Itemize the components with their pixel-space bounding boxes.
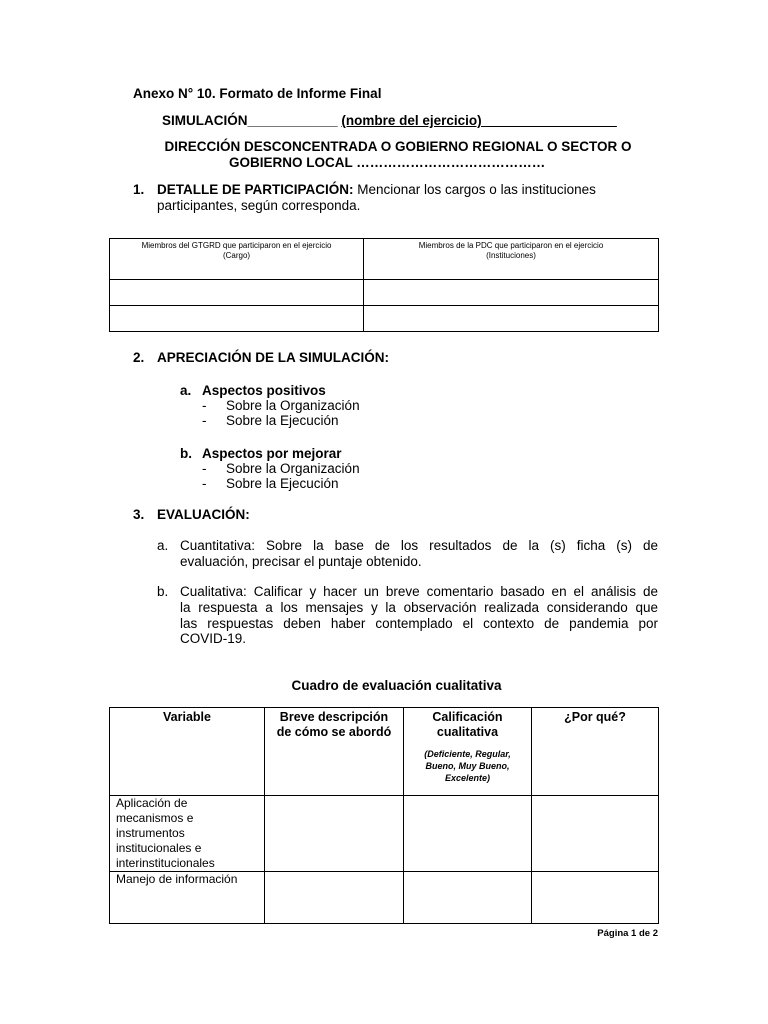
- participants-cell[interactable]: [110, 280, 364, 306]
- qual-cell[interactable]: [404, 872, 532, 924]
- participants-header-cargo: Miembros del GTGRD que participaron en el ejercicio (Cargo): [110, 239, 364, 280]
- page-number: Página 1 de 2: [597, 928, 658, 939]
- section1-number: 1.: [133, 182, 145, 197]
- section3-title: EVALUACIÓN:: [157, 507, 250, 522]
- qual-header-calificacion-options: (Deficiente, Regular, Bueno, Muy Bueno, Excelente): [424, 749, 511, 783]
- section2-a-label: a.: [180, 383, 192, 398]
- qual-cell[interactable]: [532, 796, 659, 872]
- section3-number: 3.: [133, 507, 145, 522]
- qual-header-description: Breve descripción de cómo se abordó: [265, 708, 404, 796]
- qual-header-why: ¿Por qué?: [532, 708, 659, 796]
- simulation-label: SIMULACIÓN____________: [162, 113, 338, 128]
- qual-table: [109, 707, 659, 924]
- participants-cell[interactable]: [364, 306, 659, 332]
- section1-text-1: Mencionar los cargos o las instituciones: [353, 182, 596, 197]
- qual-cell[interactable]: [532, 872, 659, 924]
- participants-header-instituciones: Miembros de la PDC que participaron en el ejercicio (Instituciones): [364, 239, 659, 280]
- direction-line-1: DIRECCIÓN DESCONCENTRADA O GOBIERNO REGIONAL O SECTOR O: [164, 139, 632, 154]
- section2-title: APRECIACIÓN DE LA SIMULACIÓN:: [157, 350, 389, 365]
- qual-table-caption: Cuadro de evaluación cualitativa: [291, 678, 502, 693]
- section3-b-line2: la respuesta a los mensajes y la observación realizada considerando que: [180, 600, 658, 615]
- section2-a-item: - Sobre la Organización: [202, 398, 360, 413]
- section2-number: 2.: [133, 350, 145, 365]
- section3-a-line1: Cuantitativa: Sobre la base de los resultados de la (s) ficha (s) de: [180, 538, 658, 553]
- participants-table: [109, 238, 659, 332]
- section2-b-item: - Sobre la Organización: [202, 461, 360, 476]
- section2-b-title: Aspectos por mejorar: [202, 446, 342, 461]
- section3-b-line1: Cualitativa: Calificar y hacer un breve comentario basado en el análisis de: [180, 584, 658, 599]
- participants-cell[interactable]: [364, 280, 659, 306]
- qual-row-variable: Aplicación de mecanismos e instrumentos institucionales e interinstitucionales: [110, 796, 265, 872]
- qual-cell[interactable]: [404, 796, 532, 872]
- qual-cell[interactable]: [265, 796, 404, 872]
- qual-row-variable: Manejo de información: [110, 872, 265, 924]
- section3-a-line2: evaluación, precisar el puntaje obtenido.: [180, 554, 422, 569]
- section1-line1: [157, 182, 658, 197]
- section2-a-title: Aspectos positivos: [202, 383, 326, 398]
- participants-cell[interactable]: [110, 306, 364, 332]
- section2-a-item: - Sobre la Ejecución: [202, 413, 339, 428]
- section3-a-label: a.: [157, 538, 169, 553]
- section3-b-line3: las respuestas deben haber contemplado el contexto de pandemia por: [180, 616, 658, 631]
- section3-b-label: b.: [157, 584, 169, 599]
- direction-line-2: GOBIERNO LOCAL ……………………………………: [229, 155, 546, 170]
- section2-b-item: - Sobre la Ejecución: [202, 476, 339, 491]
- qual-header-variable: Variable: [110, 708, 265, 796]
- simulation-line: [162, 113, 617, 128]
- annex-title: Anexo N° 10. Formato de Informe Final: [133, 86, 382, 101]
- qual-header-calificacion: Calificación cualitativa (Deficiente, Regular, Bueno, Muy Bueno, Excelente): [404, 708, 532, 796]
- section1-title: DETALLE DE PARTICIPACIÓN:: [157, 182, 354, 197]
- simulation-name: (nombre del ejercicio)__________________: [341, 113, 617, 128]
- qual-cell[interactable]: [265, 872, 404, 924]
- section3-b-line4: COVID-19.: [180, 631, 247, 646]
- section2-b-label: b.: [180, 446, 192, 461]
- section1-text-2: participantes, según corresponda.: [157, 198, 361, 213]
